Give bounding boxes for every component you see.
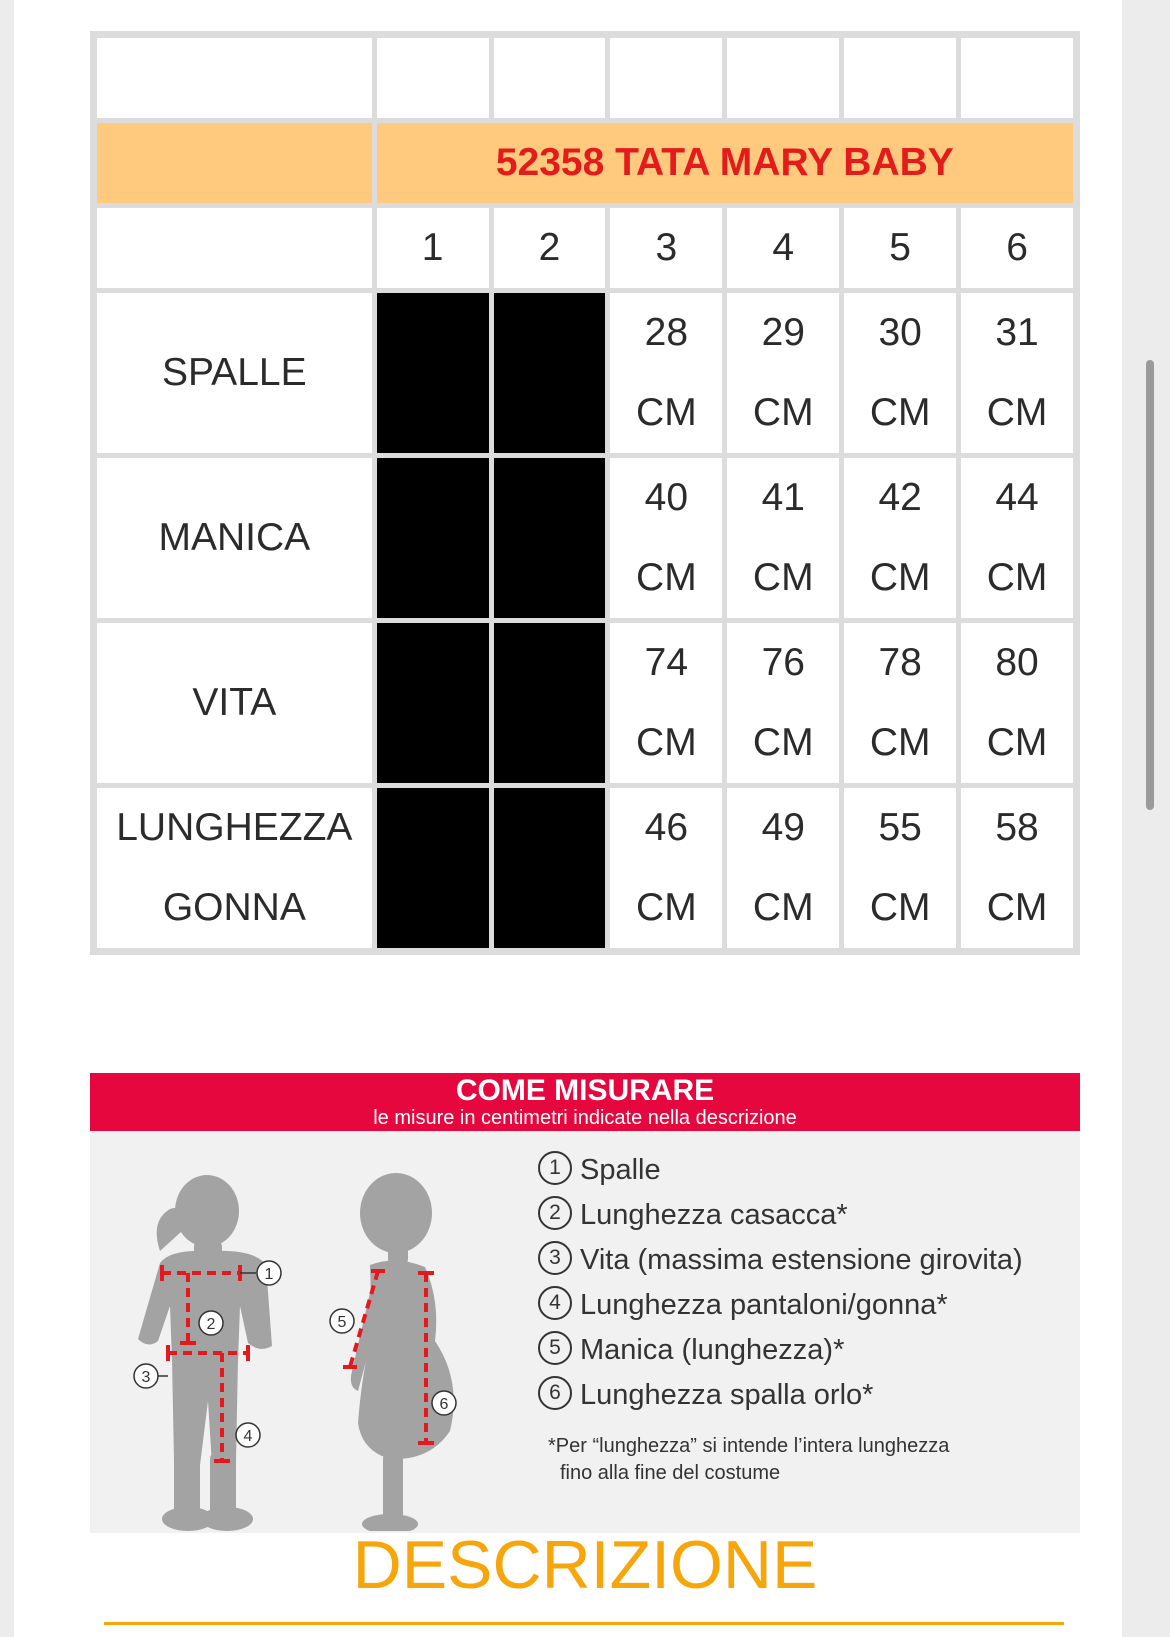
- table-row: [97, 293, 1073, 453]
- empty-cell: [97, 38, 372, 118]
- size-header: 5: [844, 208, 956, 288]
- child-measure-illustration: [90, 1131, 550, 1531]
- measure-cell: 28 CM: [610, 293, 722, 453]
- measure-banner-subtitle: le misure in centimetri indicate nella descrizione: [373, 1107, 797, 1129]
- empty-cell: [610, 38, 722, 118]
- measure-cell: 31 CM: [961, 293, 1073, 453]
- marker-2: [199, 1311, 223, 1335]
- size-header: 1: [377, 208, 489, 288]
- measure-banner: [90, 1073, 1080, 1131]
- size-header: 6: [961, 208, 1073, 288]
- row-label: VITA: [97, 623, 372, 783]
- measure-cell: 30 CM: [844, 293, 956, 453]
- product-title: 52358 TATA MARY BABY: [377, 123, 1073, 203]
- size-header-blank: [97, 208, 372, 288]
- table-row-sizes: [97, 208, 1073, 288]
- number-circle-icon: 5: [538, 1331, 572, 1365]
- measure-note: *Per “lunghezza” si intende l’intera lunghezza fino alla fine del costume: [548, 1435, 950, 1484]
- empty-cell: [961, 38, 1073, 118]
- number-circle-icon: 2: [538, 1196, 572, 1230]
- empty-cell: [494, 38, 606, 118]
- unavailable-cell: [377, 458, 489, 618]
- table-row: [97, 458, 1073, 618]
- measure-cell: 41 CM: [727, 458, 839, 618]
- measure-cell: 40 CM: [610, 458, 722, 618]
- svg-text:5: 5: [337, 1314, 347, 1331]
- unavailable-cell: [494, 458, 606, 618]
- marker-5: [330, 1309, 354, 1333]
- list-item: 5 Manica (lunghezza)*: [538, 1328, 1078, 1373]
- empty-cell: [727, 38, 839, 118]
- measure-cell: 46 CM: [610, 788, 722, 948]
- how-to-measure-panel: [90, 1073, 1080, 1533]
- empty-cell: [377, 38, 489, 118]
- scrollbar[interactable]: [1146, 360, 1154, 810]
- unavailable-cell: [494, 623, 606, 783]
- list-item: 3 Vita (massima estensione girovita): [538, 1238, 1078, 1283]
- table-row-empty: [97, 38, 1073, 118]
- unavailable-cell: [377, 623, 489, 783]
- title-blank-cell: [97, 123, 372, 203]
- measure-cell: 44 CM: [961, 458, 1073, 618]
- measure-cell: 80 CM: [961, 623, 1073, 783]
- unavailable-cell: [377, 293, 489, 453]
- svg-text:3: 3: [141, 1369, 151, 1386]
- measure-cell: 29 CM: [727, 293, 839, 453]
- number-circle-icon: 4: [538, 1286, 572, 1320]
- svg-text:1: 1: [264, 1266, 274, 1283]
- unavailable-cell: [494, 788, 606, 948]
- measure-cell: 55 CM: [844, 788, 956, 948]
- list-item: 6 Lunghezza spalla orlo*: [538, 1373, 1078, 1418]
- list-item: 4 Lunghezza pantaloni/gonna*: [538, 1283, 1078, 1328]
- marker-3: [134, 1364, 168, 1388]
- measure-cell: 58 CM: [961, 788, 1073, 948]
- size-table: [90, 31, 1080, 955]
- section-title-description: DESCRIZIONE: [352, 1527, 818, 1603]
- measure-banner-title: COME MISURARE: [455, 1074, 715, 1107]
- number-circle-icon: 3: [538, 1241, 572, 1275]
- number-circle-icon: 6: [538, 1376, 572, 1410]
- svg-text:6: 6: [439, 1396, 449, 1413]
- svg-text:4: 4: [243, 1428, 253, 1445]
- row-label: LUNGHEZZA GONNA: [97, 788, 372, 948]
- unavailable-cell: [377, 788, 489, 948]
- measure-cell: 78 CM: [844, 623, 956, 783]
- row-label: SPALLE: [97, 293, 372, 453]
- list-item: 1 Spalle: [538, 1148, 1078, 1193]
- child-side-figure: [351, 1173, 454, 1531]
- measure-cell: 49 CM: [727, 788, 839, 948]
- table-row-title: [97, 123, 1073, 203]
- row-label: MANICA: [97, 458, 372, 618]
- measure-cell: 42 CM: [844, 458, 956, 618]
- table-row: [97, 623, 1073, 783]
- measure-cell: 74 CM: [610, 623, 722, 783]
- size-header: 3: [610, 208, 722, 288]
- unavailable-cell: [494, 293, 606, 453]
- marker-6: [432, 1391, 456, 1415]
- list-item: 2 Lunghezza casacca*: [538, 1193, 1078, 1238]
- section-divider: [104, 1622, 1064, 1625]
- table-row: [97, 788, 1073, 948]
- size-header: 2: [494, 208, 606, 288]
- svg-text:2: 2: [206, 1316, 216, 1333]
- measure-legend: [538, 1148, 1078, 1418]
- number-circle-icon: 1: [538, 1151, 572, 1185]
- empty-cell: [844, 38, 956, 118]
- marker-4: [236, 1423, 260, 1447]
- size-header: 4: [727, 208, 839, 288]
- measure-cell: 76 CM: [727, 623, 839, 783]
